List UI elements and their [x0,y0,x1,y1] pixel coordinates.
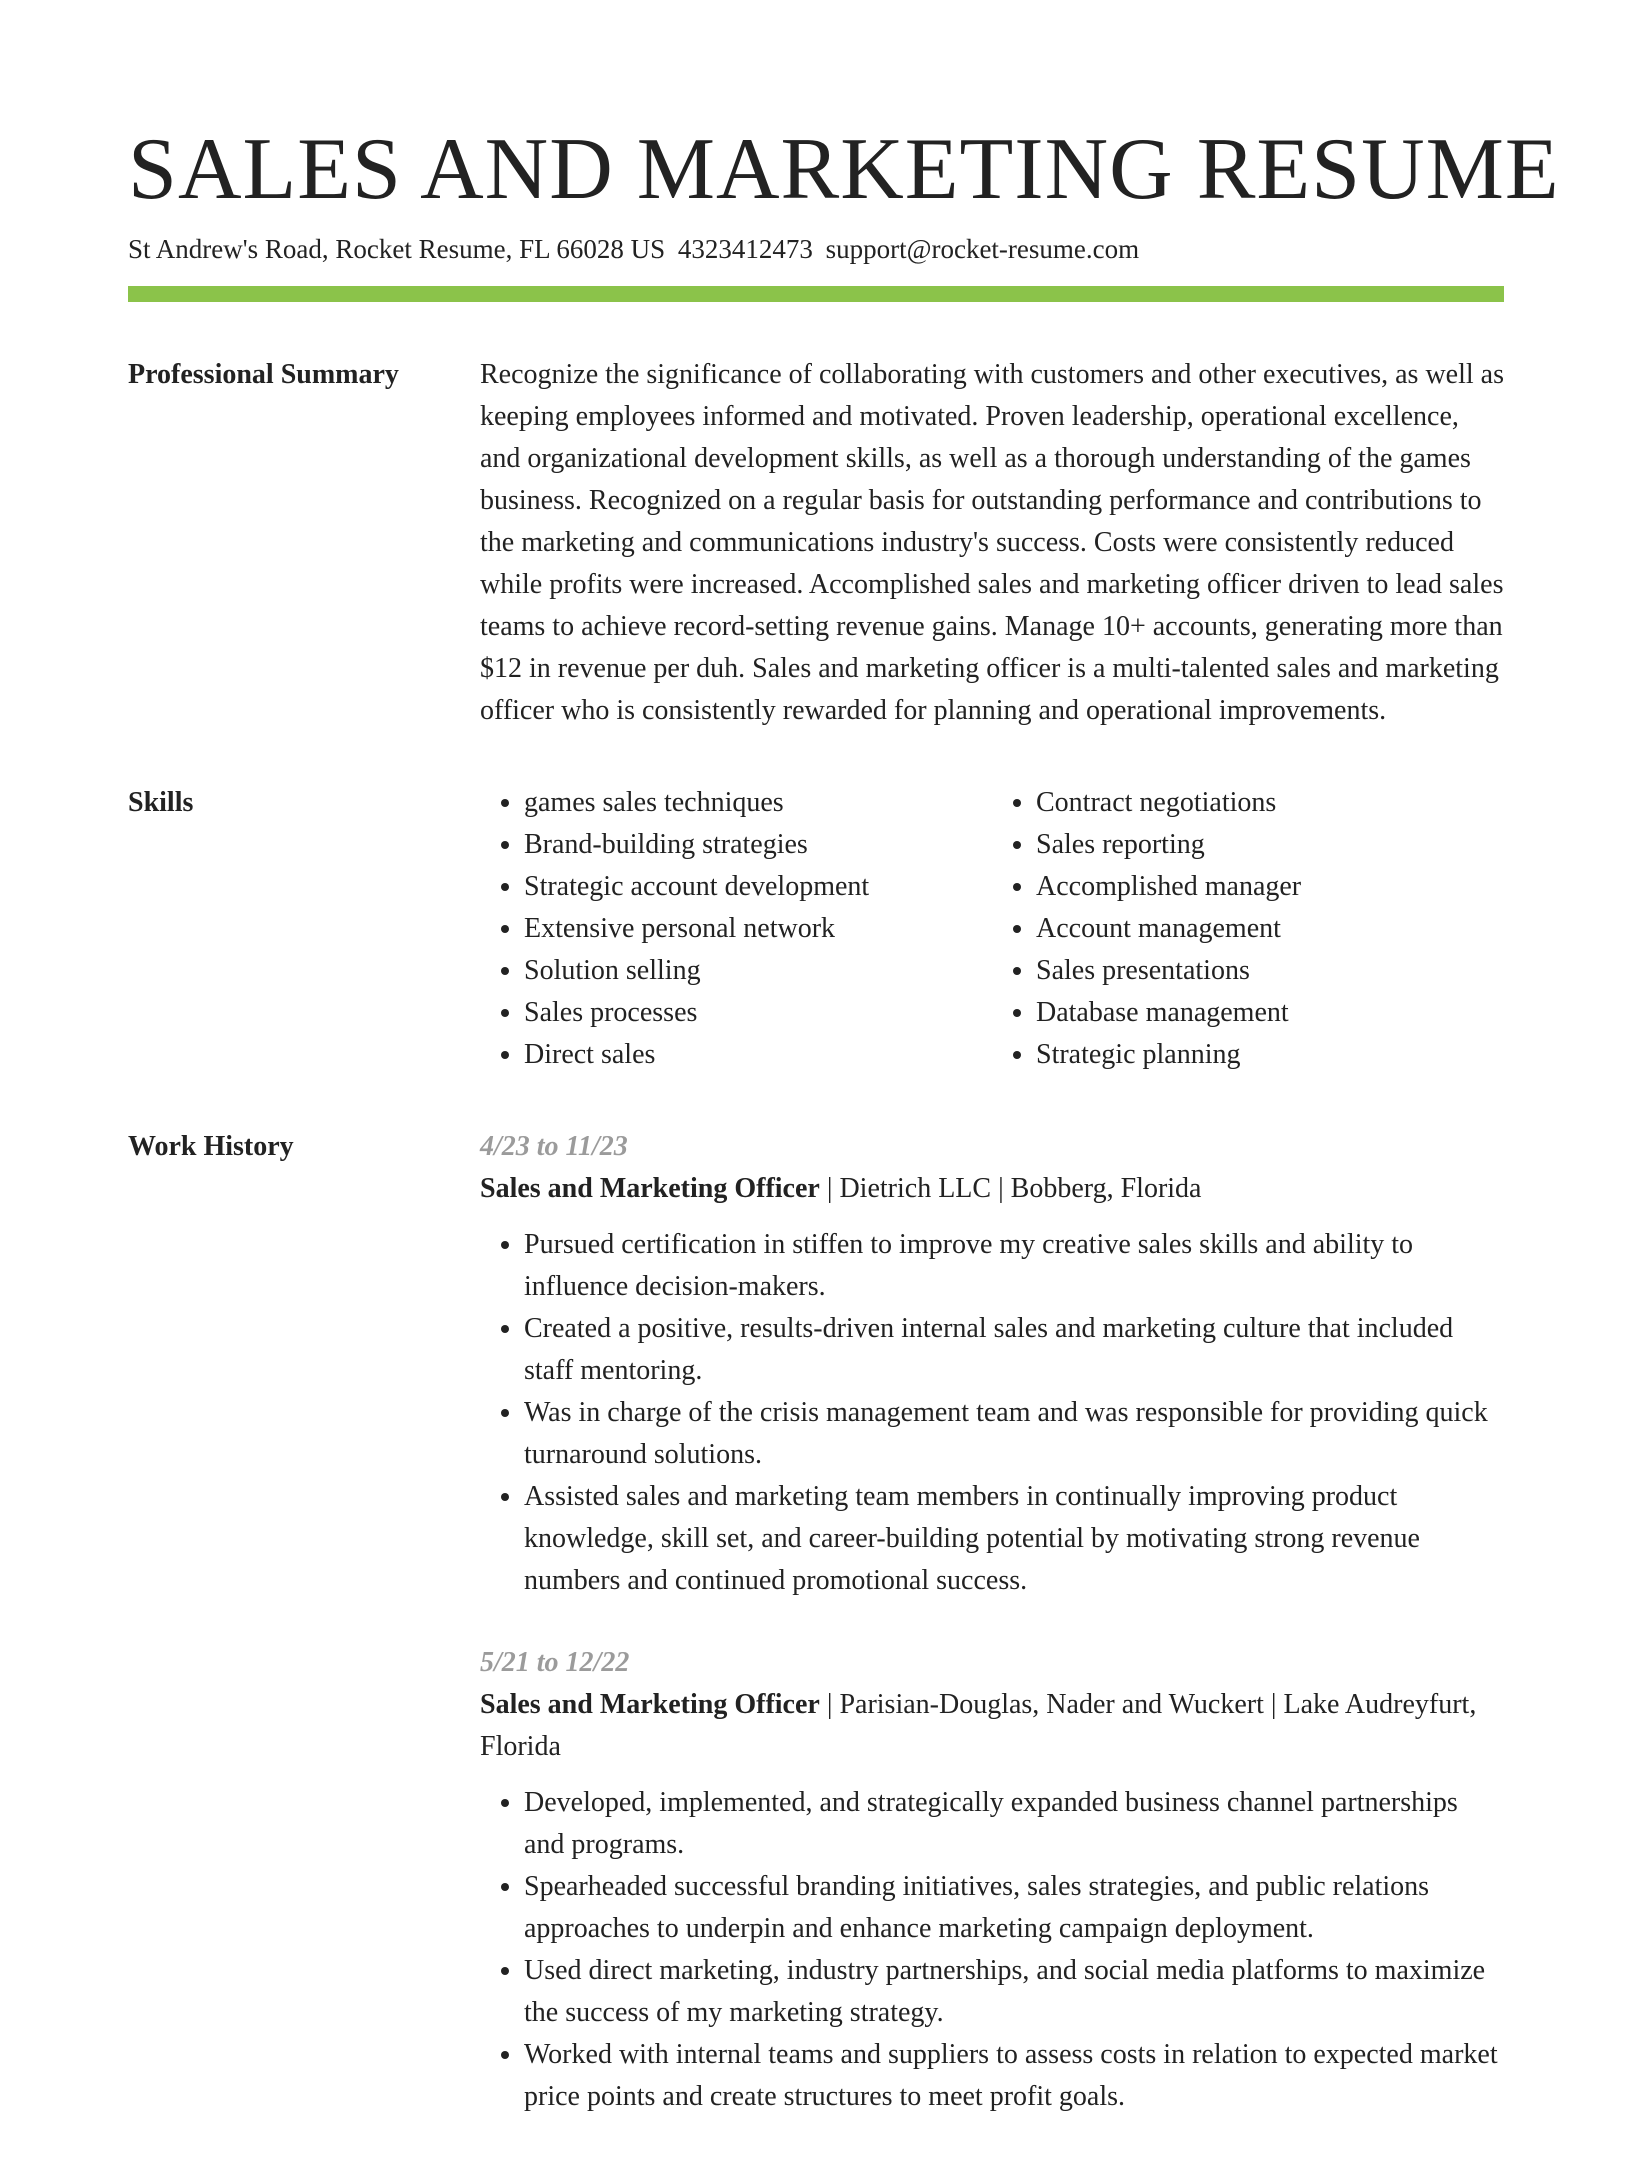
skill-item: • Account management [1036,908,1504,950]
summary-section [128,354,1504,732]
job-bullet: • Was in charge of the crisis management team and was responsible for providing quick turnaround solutions. [524,1392,1504,1476]
work-history-heading: Work History [128,1131,294,1162]
contact-phone: 4323412473 [677,234,813,264]
skills-right-list [992,782,1504,1076]
job-heading [480,1168,1504,1210]
job-bullets [480,1782,1504,2118]
resume-page [128,120,1560,2158]
skills-left-list [480,782,992,1076]
work-history-body [480,1126,1504,2158]
contact-address: St Andrew's Road, Rocket Resume, FL 66028 US [128,234,666,264]
summary-text: Recognize the significance of collaborating with customers and other executives, as well as keeping employees informed and motivated. Proven leadership, operational excellence, and organizational development skills, as well as a thorough understanding of the games business. Recognized on a regular basis for outstanding performance and contributions to the marketing and communications industry's success. Costs were consistently reduced while profits were increased. Accomplished sales and marketing officer driven to lead sales teams to achieve record-setting revenue gains. Manage 10+ accounts, generating more than $12 in revenue per duh. Sales and marketing officer is a multi-talented sales and marketing officer who is consistently rewarded for planning and operational improvements. [480,359,1504,726]
job-title: Sales and Marketing Officer [480,1689,820,1720]
summary-body [480,354,1504,732]
skill-item: • Extensive personal network [524,908,992,950]
skill-item: • Solution selling [524,950,992,992]
skill-item: • Strategic account development [524,866,992,908]
skill-item: • Sales presentations [1036,950,1504,992]
job-bullet: • Worked with internal teams and suppliers to assess costs in relation to expected market price points and create structures to meet profit goals. [524,2034,1504,2118]
job-bullet: • Created a positive, results-driven internal sales and marketing culture that included staff mentoring. [524,1308,1504,1392]
job-bullet: • Used direct marketing, industry partnerships, and social media platforms to maximize the success of my marketing strategy. [524,1950,1504,2034]
job-bullet: • Pursued certification in stiffen to improve my creative sales skills and ability to influence decision-makers. [524,1224,1504,1308]
work-history-section [128,1126,1504,2158]
skill-item: • Contract negotiations [1036,782,1504,824]
skill-item: • Brand-building strategies [524,824,992,866]
skills-heading: Skills [128,787,194,818]
job-title: Sales and Marketing Officer [480,1173,820,1204]
job-bullet: • Assisted sales and marketing team members in continually improving product knowledge, skill set, and career-building potential by motivating strong revenue numbers and continued promotional success. [524,1476,1504,1602]
skill-item: • Strategic planning [1036,1034,1504,1076]
job-entry [480,1642,1504,2118]
contact-email: support@rocket-resume.com [825,234,1140,264]
skill-item: • Direct sales [524,1034,992,1076]
contact-line [128,232,1504,266]
skills-grid [480,782,1504,1076]
skill-item: • games sales techniques [524,782,992,824]
job-entry [480,1126,1504,1602]
skill-item: • Accomplished manager [1036,866,1504,908]
resume-title: SALES AND MARKETING RESUME [128,121,1560,218]
job-bullet: • Developed, implemented, and strategically expanded business channel partnerships and programs. [524,1782,1504,1866]
job-dates: 4/23 to 11/23 [480,1131,628,1162]
job-dates: 5/21 to 12/22 [480,1647,630,1678]
job-bullet: • Spearheaded successful branding initiatives, sales strategies, and public relations approaches to underpin and enhance marketing campaign deployment. [524,1866,1504,1950]
skills-body [480,782,1504,1076]
skill-item: • Sales reporting [1036,824,1504,866]
skill-item: • Database management [1036,992,1504,1034]
skills-section [128,782,1504,1076]
summary-heading: Professional Summary [128,359,399,390]
accent-divider [128,286,1504,302]
skill-item: • Sales processes [524,992,992,1034]
job-details: | Parisian-Douglas, Nader and Wuckert | Lake Audreyfurt, Florida [480,1689,1477,1762]
job-heading [480,1684,1504,1768]
job-bullets [480,1224,1504,1602]
job-details: | Dietrich LLC | Bobberg, Florida [819,1173,1202,1204]
